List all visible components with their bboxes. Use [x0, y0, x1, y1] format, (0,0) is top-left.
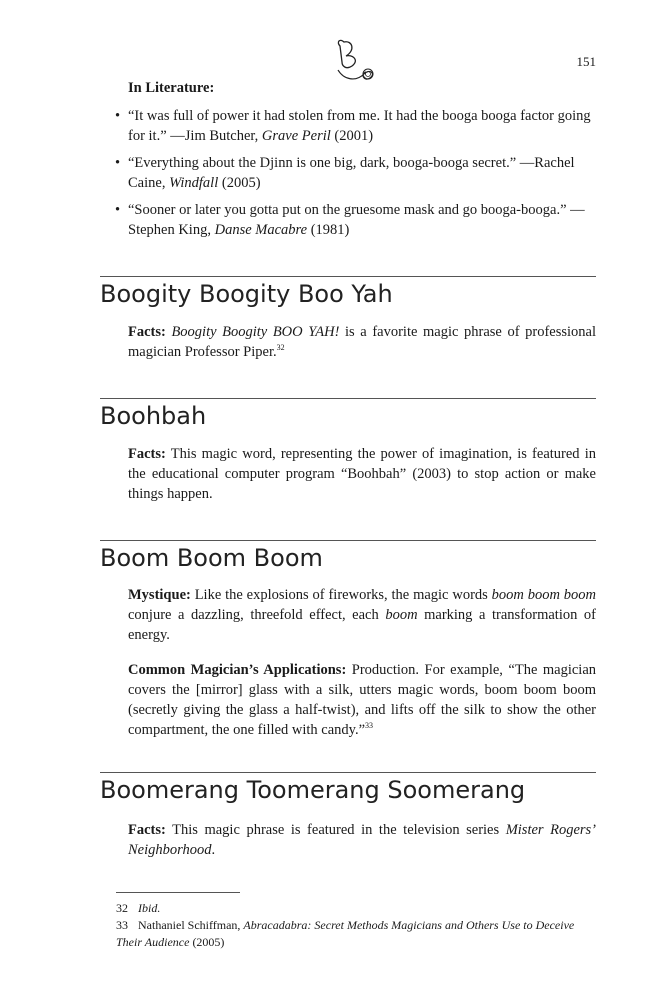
- applications-text: Production. For example, “The magician covers the [mirror] glass with a silk, utters magic words, boom boom boom (secretly giving the glass a half-twist), and lifts off the silk to show the other compartment, the one filled with candy.”: [128, 662, 597, 738]
- quote-text: “Everything about the Djinn is one big, dark, booga-booga secret.” —Rachel Caine,: [128, 155, 575, 191]
- work-title: Danse Macabre: [214, 222, 308, 238]
- quote-text: “It was full of power it had stolen from me. It had the booga booga factor going for it.” —Jim Butcher,: [128, 108, 591, 144]
- show-title: Mister Rogers’ Neighborhood: [128, 822, 597, 858]
- footnote-text: Ibid.: [138, 901, 161, 915]
- mystique-text: Like the explosions of fireworks, the magic words: [190, 587, 492, 603]
- footnote-33: [116, 917, 598, 951]
- section-divider: [100, 772, 596, 773]
- footnote-number: 32: [116, 901, 128, 915]
- facts-text: This magic phrase is featured in the television series: [165, 822, 506, 838]
- applications-paragraph: [128, 660, 596, 740]
- mystique-text: marking a transformation of energy.: [128, 607, 597, 643]
- mystique-text: conjure a dazzling, threefold effect, each: [128, 607, 386, 623]
- footnote-ref: 32: [276, 343, 285, 353]
- magic-phrase: boom boom boom: [491, 587, 596, 603]
- section-title-boom: Boom Boom Boom: [100, 544, 323, 572]
- page-number: 151: [576, 54, 596, 69]
- quote-text: “Sooner or later you gotta put on the gruesome mask and go booga-booga.” —Stephen King,: [128, 202, 585, 238]
- work-title: Grave Peril: [261, 128, 331, 144]
- section-divider: [100, 540, 596, 541]
- footnote-work: Abracadabra: Secret Methods Magicians and Others Use to Deceive Their Audience: [116, 918, 575, 949]
- facts-text: This magic word, representing the power of imagination, is featured in the educational computer program “Boohbah” (2003) to stop action or make things happen.: [128, 446, 596, 502]
- mystique-label: Mystique:: [128, 587, 191, 603]
- facts-label: Facts:: [128, 822, 166, 838]
- facts-text: is a favorite magic phrase of professional magician Professor Piper.: [128, 324, 596, 360]
- quote-year: (1981): [307, 222, 350, 238]
- facts-paragraph-boomerang: [128, 820, 596, 860]
- footnote-32: [116, 900, 598, 917]
- bullet-icon: •: [115, 108, 121, 124]
- applications-label: Common Magician’s Applications:: [128, 662, 347, 678]
- magic-phrase: Boogity Boogity BOO YAH!: [171, 324, 340, 340]
- mystique-paragraph: [128, 585, 596, 645]
- footnotes: [116, 900, 598, 951]
- section-title-boogity: Boogity Boogity Boo Yah: [100, 280, 393, 308]
- section-title-boohbah: Boohbah: [100, 402, 207, 430]
- facts-paragraph-boogity: [128, 322, 596, 362]
- work-title: Windfall: [169, 175, 219, 191]
- footnote-author: Nathaniel Schiffman,: [138, 918, 244, 932]
- footnote-ref: 33: [365, 721, 374, 731]
- letter-b-ornament-icon: [330, 36, 382, 86]
- facts-paragraph-boohbah: [128, 444, 596, 504]
- magic-word: boom: [385, 607, 418, 623]
- list-item: [115, 153, 597, 193]
- list-item: [115, 106, 597, 146]
- footnote-number: 33: [116, 918, 128, 932]
- section-divider: [100, 398, 596, 399]
- quote-year: (2001): [330, 128, 374, 144]
- footnote-year: (2005): [189, 935, 225, 949]
- bullet-icon: •: [115, 202, 121, 218]
- facts-label: Facts:: [128, 324, 166, 340]
- quote-year: (2005): [218, 175, 261, 191]
- footnote-divider: [116, 892, 240, 893]
- list-item: [115, 200, 597, 240]
- literature-heading: In Literature:: [128, 80, 215, 96]
- section-divider: [100, 276, 596, 277]
- facts-end: .: [211, 842, 216, 858]
- section-title-boomerang: Boomerang Toomerang Soomerang: [100, 776, 526, 804]
- literature-quote-list: [115, 106, 597, 247]
- bullet-icon: •: [115, 155, 121, 171]
- facts-label: Facts:: [128, 446, 166, 462]
